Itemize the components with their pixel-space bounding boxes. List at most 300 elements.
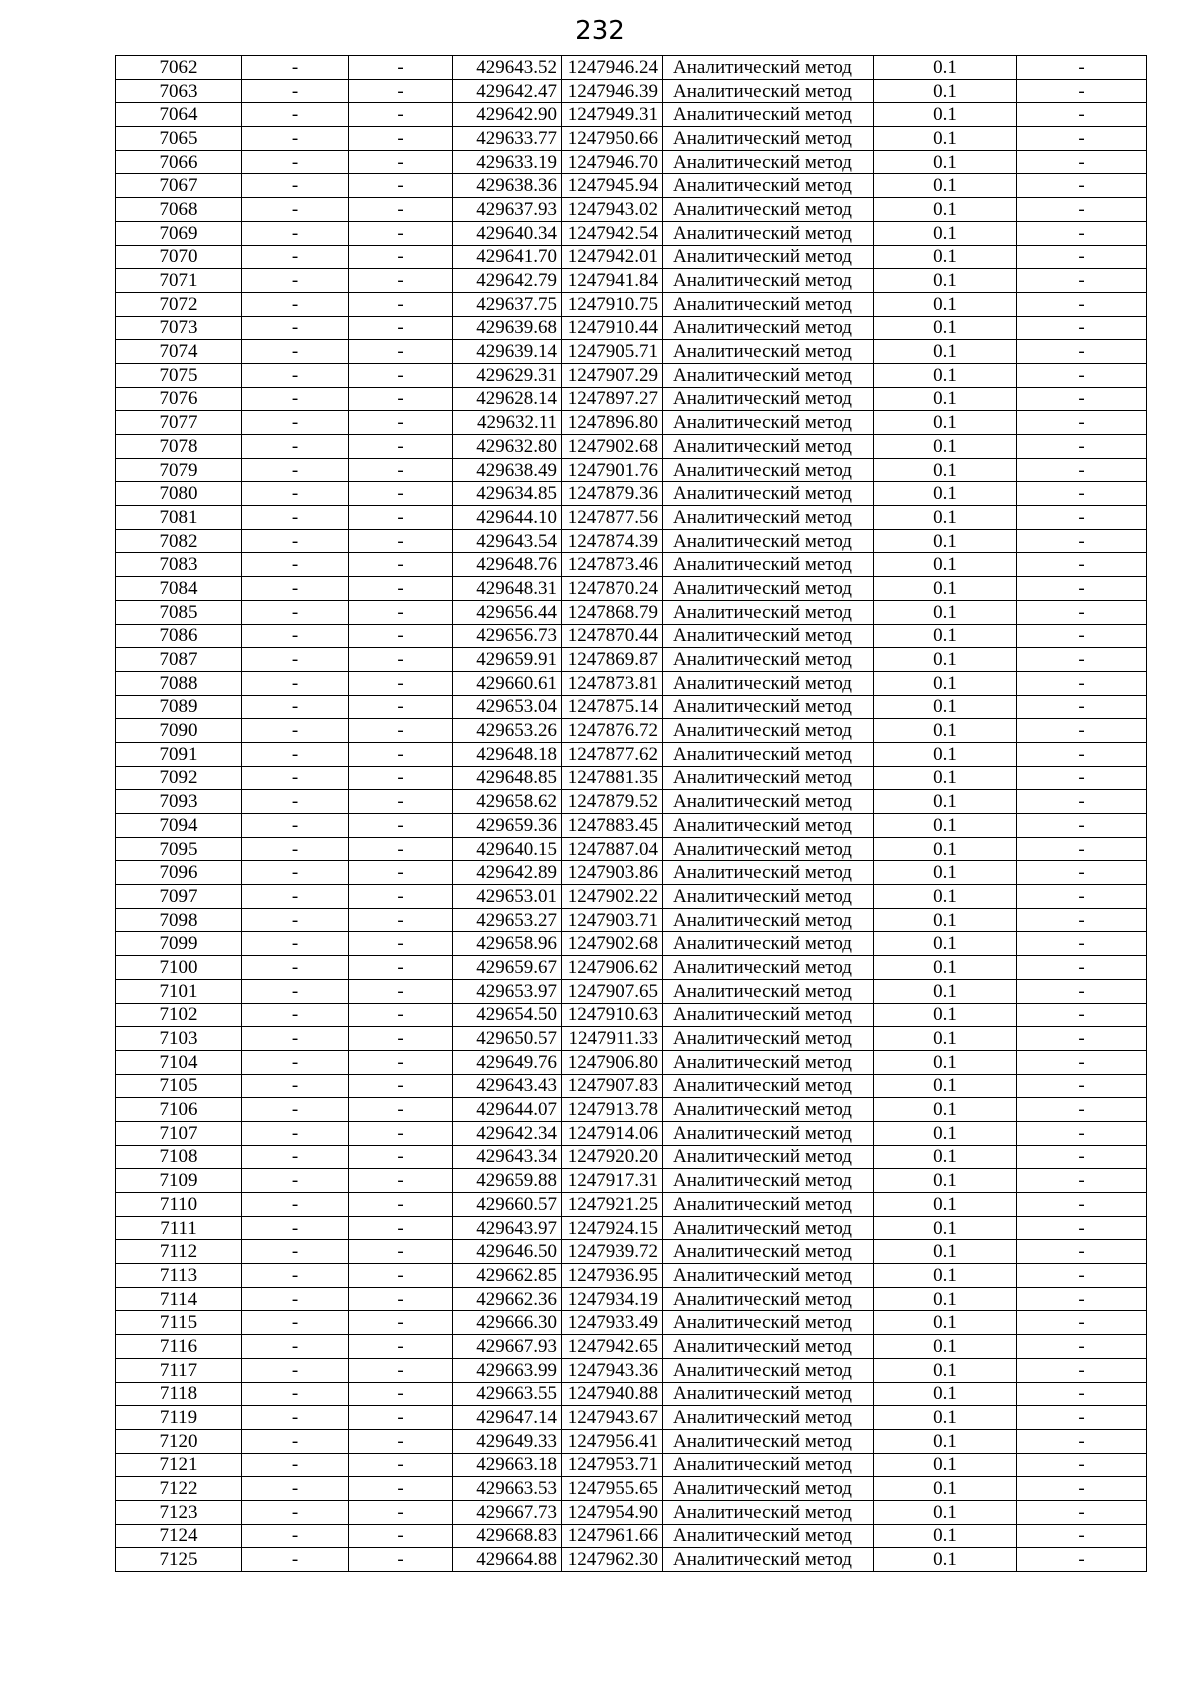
- accuracy-cell: 0.1: [874, 1382, 1017, 1406]
- table-row: [116, 1003, 1147, 1027]
- col-2-cell: -: [242, 695, 349, 719]
- table-row: [116, 695, 1147, 719]
- accuracy-cell: 0.1: [874, 127, 1017, 151]
- table-row: [116, 600, 1147, 624]
- accuracy-cell: 0.1: [874, 316, 1017, 340]
- point-number-cell: 7090: [116, 719, 242, 743]
- point-number-cell: 7062: [116, 56, 242, 80]
- point-number-cell: 7124: [116, 1524, 242, 1548]
- method-cell: Аналитический метод: [663, 1145, 874, 1169]
- point-number-cell: 7113: [116, 1264, 242, 1288]
- y-coordinate-cell: 1247955.65: [562, 1477, 663, 1501]
- table-row: [116, 837, 1147, 861]
- table-row: [116, 56, 1147, 80]
- y-coordinate-cell: 1247887.04: [562, 837, 663, 861]
- x-coordinate-cell: 429663.18: [453, 1453, 562, 1477]
- method-cell: Аналитический метод: [663, 1382, 874, 1406]
- col-2-cell: -: [242, 766, 349, 790]
- method-cell: Аналитический метод: [663, 956, 874, 980]
- table-row: [116, 245, 1147, 269]
- accuracy-cell: 0.1: [874, 1121, 1017, 1145]
- col-3-cell: -: [349, 885, 453, 909]
- method-cell: Аналитический метод: [663, 1003, 874, 1027]
- y-coordinate-cell: 1247934.19: [562, 1287, 663, 1311]
- col-3-cell: -: [349, 624, 453, 648]
- accuracy-cell: 0.1: [874, 577, 1017, 601]
- y-coordinate-cell: 1247876.72: [562, 719, 663, 743]
- col-3-cell: -: [349, 174, 453, 198]
- col-3-cell: -: [349, 1429, 453, 1453]
- table-row: [116, 1169, 1147, 1193]
- point-number-cell: 7115: [116, 1311, 242, 1335]
- point-number-cell: 7112: [116, 1240, 242, 1264]
- x-coordinate-cell: 429632.80: [453, 435, 562, 459]
- x-coordinate-cell: 429658.96: [453, 932, 562, 956]
- y-coordinate-cell: 1247877.62: [562, 742, 663, 766]
- accuracy-cell: 0.1: [874, 1287, 1017, 1311]
- table-row: [116, 1406, 1147, 1430]
- point-number-cell: 7097: [116, 885, 242, 909]
- table-row: [116, 198, 1147, 222]
- x-coordinate-cell: 429659.91: [453, 648, 562, 672]
- x-coordinate-cell: 429663.53: [453, 1477, 562, 1501]
- method-cell: Аналитический метод: [663, 174, 874, 198]
- accuracy-cell: 0.1: [874, 103, 1017, 127]
- col-3-cell: -: [349, 600, 453, 624]
- point-number-cell: 7080: [116, 482, 242, 506]
- accuracy-cell: 0.1: [874, 1406, 1017, 1430]
- y-coordinate-cell: 1247910.75: [562, 292, 663, 316]
- x-coordinate-cell: 429648.31: [453, 577, 562, 601]
- x-coordinate-cell: 429660.57: [453, 1193, 562, 1217]
- col-8-cell: -: [1017, 1477, 1147, 1501]
- col-8-cell: -: [1017, 979, 1147, 1003]
- col-8-cell: -: [1017, 316, 1147, 340]
- accuracy-cell: 0.1: [874, 1453, 1017, 1477]
- col-8-cell: -: [1017, 695, 1147, 719]
- point-number-cell: 7066: [116, 150, 242, 174]
- point-number-cell: 7087: [116, 648, 242, 672]
- col-3-cell: -: [349, 269, 453, 293]
- col-8-cell: -: [1017, 387, 1147, 411]
- point-number-cell: 7098: [116, 908, 242, 932]
- x-coordinate-cell: 429639.68: [453, 316, 562, 340]
- method-cell: Аналитический метод: [663, 1500, 874, 1524]
- point-number-cell: 7110: [116, 1193, 242, 1217]
- accuracy-cell: 0.1: [874, 79, 1017, 103]
- col-2-cell: -: [242, 648, 349, 672]
- col-3-cell: -: [349, 742, 453, 766]
- col-2-cell: -: [242, 979, 349, 1003]
- col-8-cell: -: [1017, 553, 1147, 577]
- accuracy-cell: 0.1: [874, 1098, 1017, 1122]
- accuracy-cell: 0.1: [874, 648, 1017, 672]
- x-coordinate-cell: 429633.77: [453, 127, 562, 151]
- col-2-cell: -: [242, 340, 349, 364]
- col-2-cell: -: [242, 1524, 349, 1548]
- col-3-cell: -: [349, 861, 453, 885]
- col-3-cell: -: [349, 956, 453, 980]
- accuracy-cell: 0.1: [874, 174, 1017, 198]
- method-cell: Аналитический метод: [663, 1429, 874, 1453]
- col-2-cell: -: [242, 577, 349, 601]
- y-coordinate-cell: 1247875.14: [562, 695, 663, 719]
- col-3-cell: -: [349, 577, 453, 601]
- col-2-cell: -: [242, 1311, 349, 1335]
- col-8-cell: -: [1017, 458, 1147, 482]
- col-3-cell: -: [349, 1050, 453, 1074]
- col-3-cell: -: [349, 1216, 453, 1240]
- point-number-cell: 7122: [116, 1477, 242, 1501]
- col-2-cell: -: [242, 671, 349, 695]
- col-8-cell: -: [1017, 1358, 1147, 1382]
- table-row: [116, 103, 1147, 127]
- col-8-cell: -: [1017, 363, 1147, 387]
- col-2-cell: -: [242, 458, 349, 482]
- method-cell: Аналитический метод: [663, 1121, 874, 1145]
- col-3-cell: -: [349, 363, 453, 387]
- col-8-cell: -: [1017, 435, 1147, 459]
- method-cell: Аналитический метод: [663, 553, 874, 577]
- col-2-cell: -: [242, 1453, 349, 1477]
- x-coordinate-cell: 429653.97: [453, 979, 562, 1003]
- col-8-cell: -: [1017, 340, 1147, 364]
- accuracy-cell: 0.1: [874, 600, 1017, 624]
- x-coordinate-cell: 429642.34: [453, 1121, 562, 1145]
- x-coordinate-cell: 429649.76: [453, 1050, 562, 1074]
- col-3-cell: -: [349, 292, 453, 316]
- x-coordinate-cell: 429663.55: [453, 1382, 562, 1406]
- col-2-cell: -: [242, 1003, 349, 1027]
- table-row: [116, 742, 1147, 766]
- x-coordinate-cell: 429643.43: [453, 1074, 562, 1098]
- point-number-cell: 7096: [116, 861, 242, 885]
- col-2-cell: -: [242, 1429, 349, 1453]
- y-coordinate-cell: 1247910.63: [562, 1003, 663, 1027]
- col-3-cell: -: [349, 56, 453, 80]
- table-row: [116, 1121, 1147, 1145]
- col-2-cell: -: [242, 411, 349, 435]
- col-3-cell: -: [349, 506, 453, 530]
- point-number-cell: 7081: [116, 506, 242, 530]
- point-number-cell: 7093: [116, 790, 242, 814]
- x-coordinate-cell: 429668.83: [453, 1524, 562, 1548]
- x-coordinate-cell: 429628.14: [453, 387, 562, 411]
- accuracy-cell: 0.1: [874, 885, 1017, 909]
- table-row: [116, 624, 1147, 648]
- point-number-cell: 7079: [116, 458, 242, 482]
- col-2-cell: -: [242, 932, 349, 956]
- y-coordinate-cell: 1247940.88: [562, 1382, 663, 1406]
- y-coordinate-cell: 1247883.45: [562, 814, 663, 838]
- method-cell: Аналитический метод: [663, 908, 874, 932]
- accuracy-cell: 0.1: [874, 1027, 1017, 1051]
- col-3-cell: -: [349, 245, 453, 269]
- accuracy-cell: 0.1: [874, 766, 1017, 790]
- point-number-cell: 7121: [116, 1453, 242, 1477]
- col-2-cell: -: [242, 506, 349, 530]
- method-cell: Аналитический метод: [663, 742, 874, 766]
- accuracy-cell: 0.1: [874, 506, 1017, 530]
- col-3-cell: -: [349, 435, 453, 459]
- point-number-cell: 7069: [116, 221, 242, 245]
- col-2-cell: -: [242, 1477, 349, 1501]
- col-2-cell: -: [242, 127, 349, 151]
- y-coordinate-cell: 1247943.02: [562, 198, 663, 222]
- point-number-cell: 7114: [116, 1287, 242, 1311]
- col-3-cell: -: [349, 648, 453, 672]
- point-number-cell: 7102: [116, 1003, 242, 1027]
- accuracy-cell: 0.1: [874, 1477, 1017, 1501]
- accuracy-cell: 0.1: [874, 1169, 1017, 1193]
- x-coordinate-cell: 429660.61: [453, 671, 562, 695]
- y-coordinate-cell: 1247950.66: [562, 127, 663, 151]
- x-coordinate-cell: 429658.62: [453, 790, 562, 814]
- col-3-cell: -: [349, 1311, 453, 1335]
- col-8-cell: -: [1017, 1074, 1147, 1098]
- col-2-cell: -: [242, 624, 349, 648]
- table-row: [116, 340, 1147, 364]
- accuracy-cell: 0.1: [874, 553, 1017, 577]
- point-number-cell: 7123: [116, 1500, 242, 1524]
- method-cell: Аналитический метод: [663, 127, 874, 151]
- table-row: [116, 79, 1147, 103]
- point-number-cell: 7108: [116, 1145, 242, 1169]
- col-2-cell: -: [242, 1027, 349, 1051]
- col-2-cell: -: [242, 1169, 349, 1193]
- method-cell: Аналитический метод: [663, 387, 874, 411]
- y-coordinate-cell: 1247873.46: [562, 553, 663, 577]
- method-cell: Аналитический метод: [663, 1524, 874, 1548]
- accuracy-cell: 0.1: [874, 695, 1017, 719]
- col-8-cell: -: [1017, 956, 1147, 980]
- y-coordinate-cell: 1247903.86: [562, 861, 663, 885]
- point-number-cell: 7092: [116, 766, 242, 790]
- col-8-cell: -: [1017, 482, 1147, 506]
- col-2-cell: -: [242, 1382, 349, 1406]
- method-cell: Аналитический метод: [663, 814, 874, 838]
- y-coordinate-cell: 1247924.15: [562, 1216, 663, 1240]
- table-row: [116, 1429, 1147, 1453]
- table-row: [116, 1335, 1147, 1359]
- x-coordinate-cell: 429638.49: [453, 458, 562, 482]
- method-cell: Аналитический метод: [663, 103, 874, 127]
- table-row: [116, 435, 1147, 459]
- table-row: [116, 127, 1147, 151]
- method-cell: Аналитический метод: [663, 1193, 874, 1217]
- y-coordinate-cell: 1247943.67: [562, 1406, 663, 1430]
- y-coordinate-cell: 1247913.78: [562, 1098, 663, 1122]
- col-8-cell: -: [1017, 221, 1147, 245]
- method-cell: Аналитический метод: [663, 1240, 874, 1264]
- col-2-cell: -: [242, 435, 349, 459]
- col-3-cell: -: [349, 932, 453, 956]
- table-row: [116, 1548, 1147, 1572]
- point-number-cell: 7072: [116, 292, 242, 316]
- x-coordinate-cell: 429653.01: [453, 885, 562, 909]
- point-number-cell: 7086: [116, 624, 242, 648]
- col-8-cell: -: [1017, 932, 1147, 956]
- method-cell: Аналитический метод: [663, 1287, 874, 1311]
- method-cell: Аналитический метод: [663, 529, 874, 553]
- table-row: [116, 1074, 1147, 1098]
- point-number-cell: 7075: [116, 363, 242, 387]
- point-number-cell: 7100: [116, 956, 242, 980]
- y-coordinate-cell: 1247911.33: [562, 1027, 663, 1051]
- y-coordinate-cell: 1247920.20: [562, 1145, 663, 1169]
- accuracy-cell: 0.1: [874, 269, 1017, 293]
- accuracy-cell: 0.1: [874, 719, 1017, 743]
- x-coordinate-cell: 429643.52: [453, 56, 562, 80]
- y-coordinate-cell: 1247869.87: [562, 648, 663, 672]
- x-coordinate-cell: 429653.26: [453, 719, 562, 743]
- accuracy-cell: 0.1: [874, 1193, 1017, 1217]
- x-coordinate-cell: 429638.36: [453, 174, 562, 198]
- accuracy-cell: 0.1: [874, 861, 1017, 885]
- point-number-cell: 7099: [116, 932, 242, 956]
- point-number-cell: 7095: [116, 837, 242, 861]
- table-row: [116, 221, 1147, 245]
- method-cell: Аналитический метод: [663, 1453, 874, 1477]
- point-number-cell: 7084: [116, 577, 242, 601]
- col-3-cell: -: [349, 1453, 453, 1477]
- method-cell: Аналитический метод: [663, 1264, 874, 1288]
- page-number: 232: [575, 16, 625, 46]
- x-coordinate-cell: 429629.31: [453, 363, 562, 387]
- col-2-cell: -: [242, 1216, 349, 1240]
- col-2-cell: -: [242, 837, 349, 861]
- col-8-cell: -: [1017, 885, 1147, 909]
- table-row: [116, 269, 1147, 293]
- method-cell: Аналитический метод: [663, 577, 874, 601]
- method-cell: Аналитический метод: [663, 766, 874, 790]
- method-cell: Аналитический метод: [663, 198, 874, 222]
- accuracy-cell: 0.1: [874, 1050, 1017, 1074]
- table-row: [116, 885, 1147, 909]
- method-cell: Аналитический метод: [663, 79, 874, 103]
- y-coordinate-cell: 1247877.56: [562, 506, 663, 530]
- accuracy-cell: 0.1: [874, 1548, 1017, 1572]
- table-body: [116, 56, 1147, 1572]
- col-2-cell: -: [242, 56, 349, 80]
- x-coordinate-cell: 429648.76: [453, 553, 562, 577]
- x-coordinate-cell: 429637.75: [453, 292, 562, 316]
- table-row: [116, 411, 1147, 435]
- col-2-cell: -: [242, 1240, 349, 1264]
- x-coordinate-cell: 429644.10: [453, 506, 562, 530]
- col-2-cell: -: [242, 1500, 349, 1524]
- table-row: [116, 1311, 1147, 1335]
- y-coordinate-cell: 1247868.79: [562, 600, 663, 624]
- table-row: [116, 316, 1147, 340]
- x-coordinate-cell: 429641.70: [453, 245, 562, 269]
- col-8-cell: -: [1017, 671, 1147, 695]
- point-number-cell: 7067: [116, 174, 242, 198]
- col-3-cell: -: [349, 1003, 453, 1027]
- y-coordinate-cell: 1247953.71: [562, 1453, 663, 1477]
- col-8-cell: -: [1017, 1335, 1147, 1359]
- col-8-cell: -: [1017, 1382, 1147, 1406]
- col-8-cell: -: [1017, 624, 1147, 648]
- method-cell: Аналитический метод: [663, 482, 874, 506]
- col-2-cell: -: [242, 1548, 349, 1572]
- col-3-cell: -: [349, 1027, 453, 1051]
- x-coordinate-cell: 429643.34: [453, 1145, 562, 1169]
- col-8-cell: -: [1017, 103, 1147, 127]
- col-2-cell: -: [242, 719, 349, 743]
- col-3-cell: -: [349, 1524, 453, 1548]
- accuracy-cell: 0.1: [874, 482, 1017, 506]
- point-number-cell: 7101: [116, 979, 242, 1003]
- col-2-cell: -: [242, 956, 349, 980]
- col-3-cell: -: [349, 316, 453, 340]
- y-coordinate-cell: 1247949.31: [562, 103, 663, 127]
- table-row: [116, 1240, 1147, 1264]
- y-coordinate-cell: 1247946.24: [562, 56, 663, 80]
- col-2-cell: -: [242, 150, 349, 174]
- col-2-cell: -: [242, 1121, 349, 1145]
- col-3-cell: -: [349, 198, 453, 222]
- y-coordinate-cell: 1247879.36: [562, 482, 663, 506]
- y-coordinate-cell: 1247961.66: [562, 1524, 663, 1548]
- coordinates-table: [115, 55, 1147, 1572]
- table-row: [116, 1524, 1147, 1548]
- table-row: [116, 648, 1147, 672]
- accuracy-cell: 0.1: [874, 979, 1017, 1003]
- col-3-cell: -: [349, 340, 453, 364]
- col-2-cell: -: [242, 1145, 349, 1169]
- x-coordinate-cell: 429633.19: [453, 150, 562, 174]
- table-row: [116, 1500, 1147, 1524]
- y-coordinate-cell: 1247907.29: [562, 363, 663, 387]
- table-row: [116, 1287, 1147, 1311]
- x-coordinate-cell: 429653.27: [453, 908, 562, 932]
- y-coordinate-cell: 1247896.80: [562, 411, 663, 435]
- point-number-cell: 7077: [116, 411, 242, 435]
- accuracy-cell: 0.1: [874, 150, 1017, 174]
- x-coordinate-cell: 429642.90: [453, 103, 562, 127]
- col-3-cell: -: [349, 1287, 453, 1311]
- col-2-cell: -: [242, 198, 349, 222]
- point-number-cell: 7082: [116, 529, 242, 553]
- table-row: [116, 458, 1147, 482]
- table-row: [116, 174, 1147, 198]
- table-row: [116, 577, 1147, 601]
- y-coordinate-cell: 1247901.76: [562, 458, 663, 482]
- accuracy-cell: 0.1: [874, 1003, 1017, 1027]
- col-8-cell: -: [1017, 1169, 1147, 1193]
- method-cell: Аналитический метод: [663, 1477, 874, 1501]
- table-row: [116, 1358, 1147, 1382]
- x-coordinate-cell: 429632.11: [453, 411, 562, 435]
- accuracy-cell: 0.1: [874, 1074, 1017, 1098]
- table-row: [116, 1098, 1147, 1122]
- method-cell: Аналитический метод: [663, 435, 874, 459]
- col-8-cell: -: [1017, 1240, 1147, 1264]
- y-coordinate-cell: 1247906.62: [562, 956, 663, 980]
- x-coordinate-cell: 429646.50: [453, 1240, 562, 1264]
- col-3-cell: -: [349, 766, 453, 790]
- col-3-cell: -: [349, 1500, 453, 1524]
- table-row: [116, 1264, 1147, 1288]
- col-8-cell: -: [1017, 1264, 1147, 1288]
- col-2-cell: -: [242, 861, 349, 885]
- point-number-cell: 7111: [116, 1216, 242, 1240]
- col-3-cell: -: [349, 1335, 453, 1359]
- accuracy-cell: 0.1: [874, 956, 1017, 980]
- method-cell: Аналитический метод: [663, 245, 874, 269]
- x-coordinate-cell: 429642.47: [453, 79, 562, 103]
